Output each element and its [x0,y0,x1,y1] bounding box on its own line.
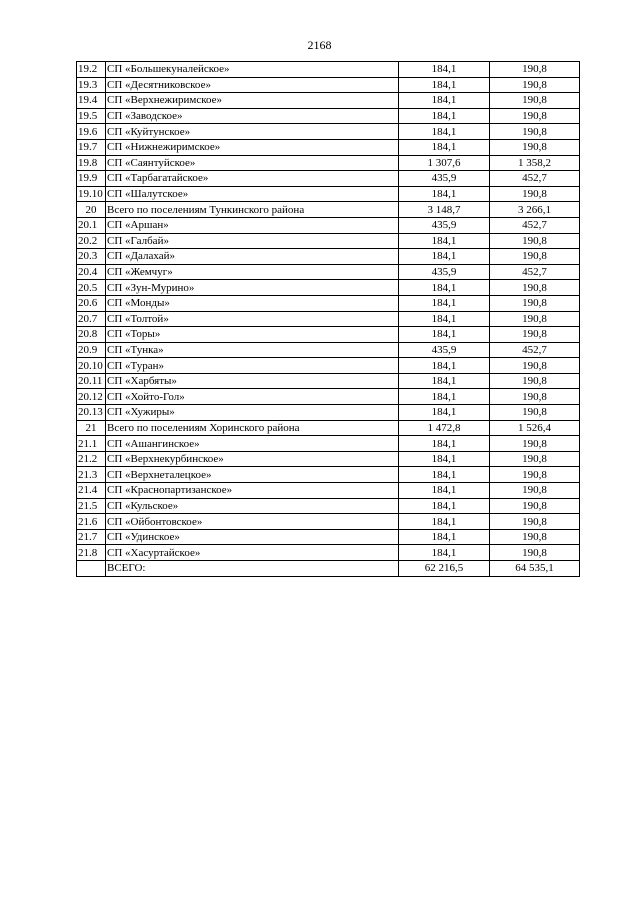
value-2-cell: 64 535,1 [490,561,580,577]
table-row [77,155,580,171]
value-1-cell: 1 472,8 [399,420,490,436]
value-2-cell: 190,8 [490,436,580,452]
value-2-cell: 190,8 [490,529,580,545]
row-number-cell: 21.4 [77,483,106,499]
value-1-cell: 435,9 [399,171,490,187]
table-row [77,342,580,358]
table-row [77,498,580,514]
value-2-cell: 190,8 [490,93,580,109]
settlement-name-cell: Всего по поселениям Хоринского района [106,420,399,436]
settlement-name-cell: СП «Монды» [106,295,399,311]
value-1-cell: 184,1 [399,483,490,499]
settlement-name-cell: СП «Далахай» [106,249,399,265]
settlement-name-cell: СП «Краснопартизанское» [106,483,399,499]
table-row [77,77,580,93]
settlement-name-cell: СП «Нижнежиримское» [106,139,399,155]
row-number-cell: 21.8 [77,545,106,561]
row-number-cell: 19.8 [77,155,106,171]
settlement-name-cell: СП «Шалутское» [106,186,399,202]
row-number-cell [77,561,106,577]
value-2-cell: 190,8 [490,358,580,374]
row-number-cell: 19.7 [77,139,106,155]
table-row [77,389,580,405]
value-1-cell: 184,1 [399,467,490,483]
row-number-cell: 19.6 [77,124,106,140]
settlement-name-cell: СП «Хасуртайское» [106,545,399,561]
value-1-cell: 184,1 [399,545,490,561]
value-2-cell: 190,8 [490,514,580,530]
settlement-name-cell: СП «Ашангинское» [106,436,399,452]
settlement-name-cell: СП «Жемчуг» [106,264,399,280]
table-row [77,62,580,78]
settlement-name-cell: СП «Торы» [106,327,399,343]
settlement-name-cell: СП «Верхнеталецкое» [106,467,399,483]
settlement-name-cell: СП «Удинское» [106,529,399,545]
row-number-cell: 21.3 [77,467,106,483]
row-number-cell: 20.2 [77,233,106,249]
row-number-cell: 20.8 [77,327,106,343]
row-number-cell: 20.10 [77,358,106,374]
row-number-cell: 20.9 [77,342,106,358]
table-row [77,405,580,421]
row-number-cell: 19.3 [77,77,106,93]
value-1-cell: 184,1 [399,295,490,311]
settlement-name-cell: СП «Десятниковское» [106,77,399,93]
value-1-cell: 184,1 [399,139,490,155]
table-row [77,327,580,343]
table-row [77,139,580,155]
value-2-cell: 190,8 [490,124,580,140]
value-1-cell: 184,1 [399,358,490,374]
value-2-cell: 190,8 [490,451,580,467]
table-row [77,171,580,187]
value-1-cell: 435,9 [399,342,490,358]
value-1-cell: 435,9 [399,264,490,280]
table-row [77,467,580,483]
value-2-cell: 190,8 [490,295,580,311]
settlement-name-cell: СП «Толтой» [106,311,399,327]
value-1-cell: 3 148,7 [399,202,490,218]
settlement-name-cell: СП «Куйтунское» [106,124,399,140]
value-1-cell: 184,1 [399,249,490,265]
table-row [77,124,580,140]
table-row [77,249,580,265]
table-row [77,217,580,233]
value-2-cell: 452,7 [490,342,580,358]
settlement-name-cell: СП «Верхнекурбинское» [106,451,399,467]
value-1-cell: 184,1 [399,311,490,327]
table-row [77,186,580,202]
value-2-cell: 452,7 [490,217,580,233]
value-2-cell: 452,7 [490,171,580,187]
row-number-cell: 21.6 [77,514,106,530]
value-1-cell: 184,1 [399,62,490,78]
table-row [77,280,580,296]
table-row [77,295,580,311]
row-number-cell: 20.6 [77,295,106,311]
value-2-cell: 190,8 [490,327,580,343]
settlement-name-cell: СП «Большекуналейское» [106,62,399,78]
row-number-cell: 20.12 [77,389,106,405]
table-body [77,62,580,577]
value-1-cell: 184,1 [399,186,490,202]
row-number-cell: 20.7 [77,311,106,327]
value-1-cell: 184,1 [399,436,490,452]
value-1-cell: 184,1 [399,451,490,467]
table-row [77,514,580,530]
settlement-name-cell: СП «Галбай» [106,233,399,249]
row-number-cell: 20.3 [77,249,106,265]
row-number-cell: 20.1 [77,217,106,233]
table-row [77,451,580,467]
table-row [77,233,580,249]
settlement-name-cell: СП «Саянтуйское» [106,155,399,171]
row-number-cell: 19.4 [77,93,106,109]
page-number: 2168 [307,38,332,52]
row-number-cell: 20 [77,202,106,218]
settlement-name-cell: СП «Верхнежиримское» [106,93,399,109]
value-2-cell: 190,8 [490,62,580,78]
value-1-cell: 184,1 [399,93,490,109]
row-number-cell: 19.2 [77,62,106,78]
value-2-cell: 190,8 [490,139,580,155]
value-2-cell: 190,8 [490,186,580,202]
value-2-cell: 190,8 [490,545,580,561]
value-2-cell: 190,8 [490,249,580,265]
table-row [77,373,580,389]
table-row [77,483,580,499]
settlement-name-cell: СП «Зун-Мурино» [106,280,399,296]
row-number-cell: 19.5 [77,108,106,124]
value-2-cell: 190,8 [490,108,580,124]
row-number-cell: 21 [77,420,106,436]
value-2-cell: 190,8 [490,280,580,296]
settlement-name-cell: СП «Хужиры» [106,405,399,421]
value-1-cell: 184,1 [399,233,490,249]
value-1-cell: 184,1 [399,77,490,93]
value-2-cell: 190,8 [490,311,580,327]
row-number-cell: 19.10 [77,186,106,202]
value-2-cell: 190,8 [490,467,580,483]
value-2-cell: 190,8 [490,77,580,93]
value-2-cell: 190,8 [490,389,580,405]
value-1-cell: 184,1 [399,498,490,514]
value-1-cell: 184,1 [399,327,490,343]
value-2-cell: 190,8 [490,405,580,421]
settlement-name-cell: СП «Ойбонтовское» [106,514,399,530]
table-row [77,264,580,280]
table-row-subtotal [77,202,580,218]
value-1-cell: 184,1 [399,514,490,530]
row-number-cell: 20.5 [77,280,106,296]
value-1-cell: 62 216,5 [399,561,490,577]
settlement-name-cell: СП «Кульское» [106,498,399,514]
table-row [77,529,580,545]
value-1-cell: 184,1 [399,373,490,389]
value-1-cell: 184,1 [399,405,490,421]
settlement-name-cell: СП «Тарбагатайское» [106,171,399,187]
value-1-cell: 184,1 [399,108,490,124]
value-1-cell: 184,1 [399,280,490,296]
value-2-cell: 190,8 [490,233,580,249]
value-1-cell: 184,1 [399,529,490,545]
value-2-cell: 3 266,1 [490,202,580,218]
value-1-cell: 184,1 [399,389,490,405]
value-2-cell: 190,8 [490,373,580,389]
value-1-cell: 184,1 [399,124,490,140]
value-2-cell: 1 358,2 [490,155,580,171]
settlement-name-cell: СП «Аршан» [106,217,399,233]
settlement-name-cell: СП «Хойто-Гол» [106,389,399,405]
settlement-name-cell: СП «Заводское» [106,108,399,124]
settlement-name-cell: СП «Туран» [106,358,399,374]
table-row [77,561,580,577]
settlement-name-cell: Всего по поселениям Тункинского района [106,202,399,218]
value-2-cell: 190,8 [490,483,580,499]
table-row [77,311,580,327]
settlement-name-cell: СП «Тунка» [106,342,399,358]
value-2-cell: 452,7 [490,264,580,280]
row-number-cell: 20.4 [77,264,106,280]
value-2-cell: 1 526,4 [490,420,580,436]
row-number-cell: 21.5 [77,498,106,514]
row-number-cell: 21.2 [77,451,106,467]
settlement-name-cell: ВСЕГО: [106,561,399,577]
row-number-cell: 21.7 [77,529,106,545]
value-2-cell: 190,8 [490,498,580,514]
table-row [77,436,580,452]
row-number-cell: 20.11 [77,373,106,389]
row-number-cell: 21.1 [77,436,106,452]
table-row [77,545,580,561]
row-number-cell: 20.13 [77,405,106,421]
budget-table [76,61,580,577]
table-row-subtotal [77,420,580,436]
table-row [77,108,580,124]
table-row [77,358,580,374]
value-1-cell: 435,9 [399,217,490,233]
settlement-name-cell: СП «Харбяты» [106,373,399,389]
table-row [77,93,580,109]
row-number-cell: 19.9 [77,171,106,187]
value-1-cell: 1 307,6 [399,155,490,171]
